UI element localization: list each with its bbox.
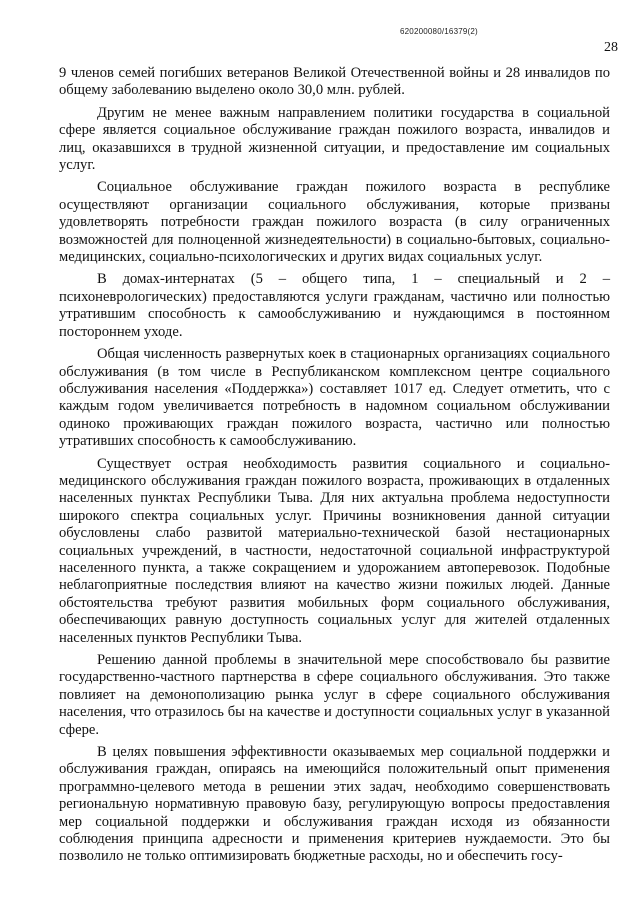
paragraph-public-private-partnership: Решению данной проблемы в значительной мере способствовало бы развитие государственно-частного партнерства в сфере социального обслуживания. Это также повлияет на демонополизацию рынка услуг в сфере социального обслуживания населения, что отразилось бы на качестве и доступности социальных услуг в указанной сфере. (59, 652, 610, 738)
paragraph-continuation: 9 членов семей погибших ветеранов Великой Отечественной войны и 28 инвалидов по общему заболеванию выделено около 30,0 млн. рублей. (59, 65, 610, 99)
paragraph-remote-settlements: Существует острая необходимость развития социального и социально-медицинского обслуживания граждан пожилого возраста, проживающих в отдаленных населенных пунктах Республики Тыва. Для них актуальна проблема недоступности широкого спектра социальных услуг. Причины возникновения данной ситуации обусловлены слабо развитой материально-технической базой нестационарных социальных учреждений, в частности, недостаточной социальной инфраструктурой населенного пункта, а также сокращением и удорожанием автоперевозок. Подобные неблагоприятные последствия влияют на качество жизни пожилых людей. Данные обстоятельства требуют развития мобильных форм социального обслуживания, обеспечивающих равную доступность социальных услуг для жителей отдаленных населенных пунктов Республики Тыва. (59, 455, 610, 646)
paragraph-social-services-policy: Другим не менее важным направлением политики государства в социальной сфере является социальное обслуживание граждан пожилого возраста, инвалидов и лиц, оказавшихся в трудной жизненной ситуации, и предоставление им социальных услуг. (59, 104, 610, 174)
paragraph-boarding-homes: В домах-интернатах (5 – общего типа, 1 – специальный и 2 – психоневрологических) предоставляются услуги гражданам, частично или полностью утратившим способность к самообслуживанию и нуждающимся в постоянном постороннем уходе. (59, 271, 610, 340)
paragraph-elderly-services-organizations: Социальное обслуживание граждан пожилого возраста в республике осуществляют организации социального обслуживания, которые призваны удовлетворять потребности граждан пожилого возраста (в силу ограниченных возможностей для полноценной жизнедеятельности) в социально-бытовых, социально-медицинских, социально-психологических и других видах социальных услуг. (59, 179, 610, 266)
document-body (59, 65, 610, 871)
paragraph-regulatory-framework: В целях повышения эффективности оказываемых мер социальной поддержки и обслуживания граждан, опираясь на имеющийся положительный опыт применения программно-целевого метода в решении этих задач, необходимо совершенствовать региональную нормативную правовую базу, регулирующую вопросы предоставления мер социальной поддержки и обслуживания граждан исходя из обязанности соблюдения принципа адресности и применения критериев нуждаемости. Это бы позволило не только оптимизировать бюджетные расходы, но и обеспечить госу- (59, 744, 610, 865)
document-registration-number: 620200080/16379(2) (400, 27, 478, 36)
page-number: 28 (604, 40, 618, 55)
paragraph-bed-capacity: Общая численность развернутых коек в стационарных организациях социального обслуживания (в том числе в Республиканском комплексном центре социального обслуживания населения «Поддержка») составляет 1017 ед. Следует отметить, что с каждым годом увеличивается потребность в надомном социальном обслуживании одиноко проживающих граждан пожилого возраста, частично или полностью утративших способность к самообслуживанию. (59, 346, 610, 450)
